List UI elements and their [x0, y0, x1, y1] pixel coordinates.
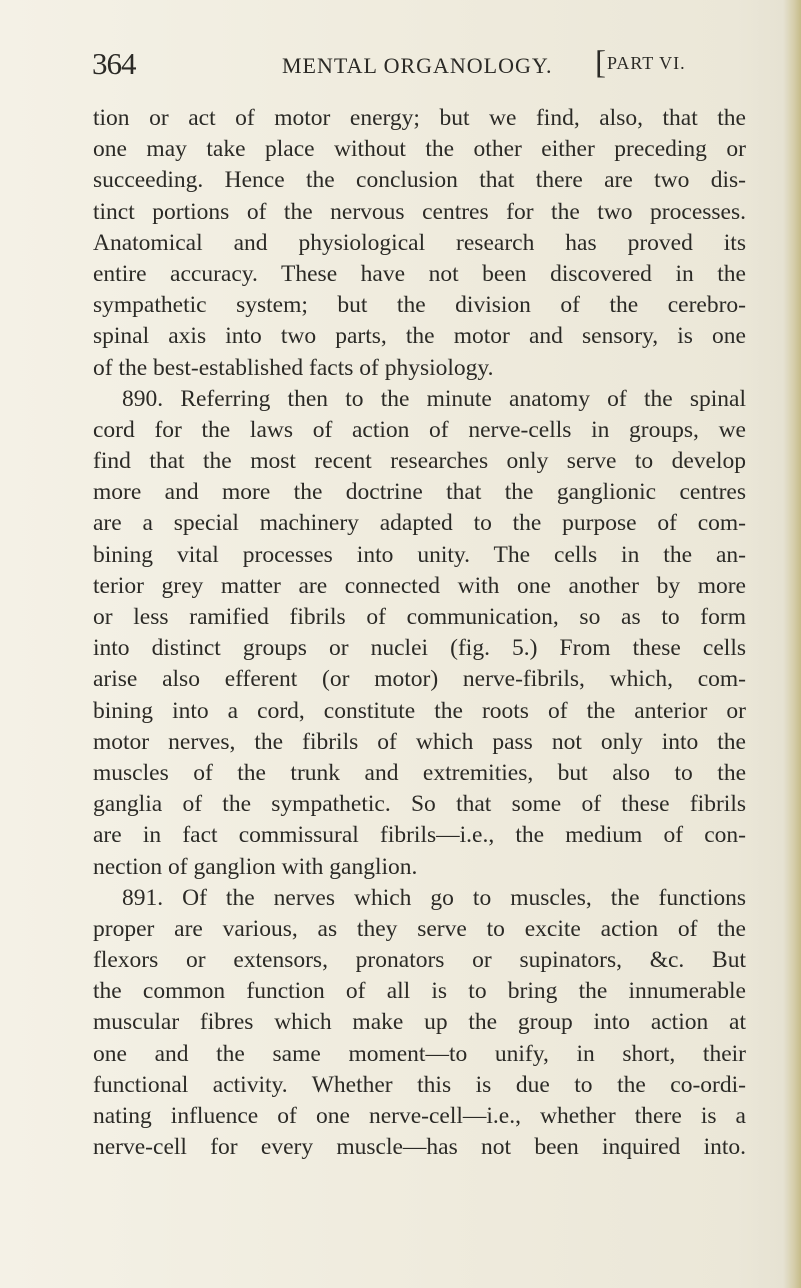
text-line: the common function of all is to bring the innumerable — [93, 978, 746, 1005]
text-line: tion or act of motor energy; but we find, also, that the — [93, 105, 746, 131]
text-line: into distinct groups or nuclei (fig. 5.) From these cells — [93, 635, 746, 662]
text-line: bining into a cord, constitute the roots of the anterior or — [93, 697, 746, 724]
text-line: cord for the laws of action of nerve-cells in groups, we — [93, 416, 746, 443]
section-text: PART VI. — [607, 53, 686, 73]
section-label — [595, 46, 686, 80]
text-line: arise also efferent (or motor) nerve-fibrils, which, com- — [93, 666, 746, 693]
body-text — [93, 103, 746, 1163]
paragraph-891-start: 891. Of the nerves which go to muscles, the functions — [122, 884, 746, 911]
text-line: are in fact commissural fibrils—i.e., the medium of con- — [93, 822, 746, 849]
text-line: tinct portions of the nervous centres for the two processes. — [93, 198, 746, 225]
text-line: ganglia of the sympathetic. So that some of these fibrils — [93, 791, 746, 818]
text-line: muscular fibres which make up the group into action at — [93, 1009, 746, 1036]
paragraph-end-line: nection of ganglion with ganglion. — [93, 853, 418, 880]
text-line: entire accuracy. These have not been discovered in the — [93, 260, 746, 287]
section-bracket: [ — [595, 45, 607, 81]
running-header — [0, 44, 801, 88]
text-line: one may take place without the other either preceding or — [93, 136, 746, 163]
text-line: functional activity. Whether this is due to the co-ordi- — [93, 1071, 746, 1098]
page-number: 364 — [92, 46, 136, 81]
text-line: proper are various, as they serve to excite action of the — [93, 915, 746, 942]
text-line: one and the same moment—to unify, in short, their — [93, 1040, 746, 1067]
text-line: find that the most recent researches only serve to develop — [93, 448, 746, 475]
text-line: sympathetic system; but the division of the cerebro- — [93, 292, 746, 319]
paragraph-end-line: of the best-established facts of physiology. — [93, 354, 494, 381]
text-line: spinal axis into two parts, the motor and sensory, is one — [93, 323, 746, 350]
text-line: nating influence of one nerve-cell—i.e., whether there is a — [93, 1103, 746, 1129]
page-edge-shadow — [783, 0, 801, 1288]
text-line: nerve-cell for every muscle—has not been inquired into. — [93, 1134, 746, 1161]
text-line: muscles of the trunk and extremities, but also to the — [93, 759, 746, 786]
text-line: or less ramified fibrils of communication, so as to form — [93, 604, 746, 630]
text-line: succeeding. Hence the conclusion that there are two dis- — [93, 167, 746, 194]
text-line: motor nerves, the fibrils of which pass not only into the — [93, 728, 746, 755]
text-line: flexors or extensors, pronators or supinators, &c. But — [93, 947, 746, 974]
text-line: terior grey matter are connected with one another by more — [93, 572, 746, 599]
paragraph-890-start: 890. Referring then to the minute anatomy of the spinal — [122, 385, 746, 412]
text-line: more and more the doctrine that the ganglionic centres — [93, 479, 746, 506]
text-line: are a special machinery adapted to the purpose of com- — [93, 510, 746, 537]
text-line: bining vital processes into unity. The cells in the an- — [93, 541, 746, 568]
text-line: Anatomical and physiological research has proved its — [93, 229, 746, 256]
running-title: MENTAL ORGANOLOGY. — [282, 53, 553, 78]
